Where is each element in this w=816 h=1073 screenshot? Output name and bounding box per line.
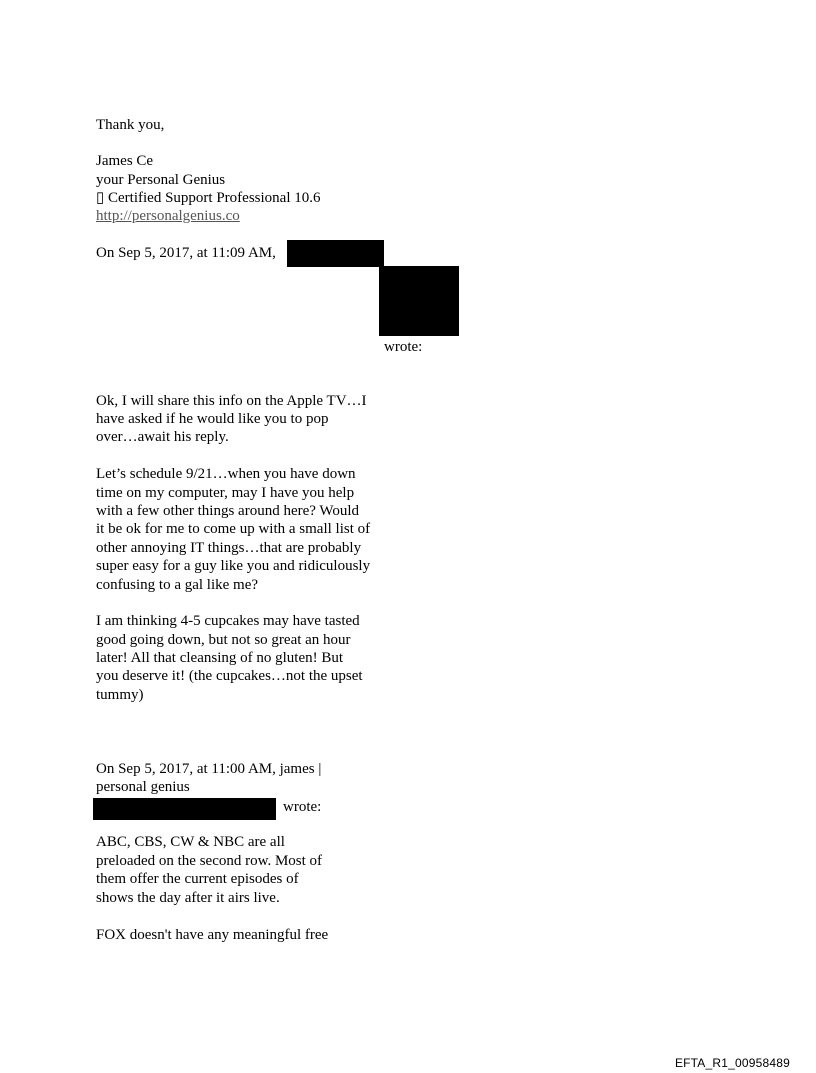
quote1-wrote: wrote: (384, 339, 423, 355)
para4-line: preloaded on the second row. Most of (96, 853, 323, 869)
quote2-header: On Sep 5, 2017, at 11:00 AM, james | (96, 761, 322, 777)
para2-line: with a few other things around here? Would (96, 503, 360, 519)
para2-line: super easy for a guy like you and ridiculously (96, 558, 371, 574)
para1-line: Ok, I will share this info on the Apple TV…I (96, 393, 367, 409)
para3-line: you deserve it! (the cupcakes…not the upset (96, 668, 363, 684)
para2-line: Let’s schedule 9/21…when you have down (96, 466, 356, 482)
quote2-wrote: wrote: (283, 799, 322, 815)
quote2-header: personal genius (96, 779, 190, 795)
para4-line: ABC, CBS, CW & NBC are all (96, 834, 285, 850)
para2-line: it be ok for me to come up with a small list of (96, 521, 371, 537)
signature-link[interactable]: http://personalgenius.co (96, 208, 240, 224)
signature-title: your Personal Genius (96, 172, 226, 188)
signature-certification: ▯ Certified Support Professional 10.6 (96, 190, 321, 206)
redaction-box (287, 240, 384, 267)
bates-number: EFTA_R1_00958489 (674, 1056, 790, 1070)
para5-line: FOX doesn't have any meaningful free (96, 927, 329, 943)
para4-line: them offer the current episodes of (96, 871, 299, 887)
redaction-box (379, 266, 459, 336)
para1-line: over…await his reply. (96, 429, 229, 445)
para2-line: other annoying IT things…that are probably (96, 540, 362, 556)
para4-line: shows the day after it airs live. (96, 890, 280, 906)
redaction-box (93, 798, 276, 820)
para3-line: I am thinking 4-5 cupcakes may have tasted (96, 613, 360, 629)
para3-line: later! All that cleansing of no gluten! But (96, 650, 344, 666)
signoff: Thank you, (96, 117, 165, 133)
para1-line: have asked if he would like you to pop (96, 411, 329, 427)
para3-line: good going down, but not so great an hour (96, 632, 351, 648)
para2-line: confusing to a gal like me? (96, 577, 259, 593)
signature-name: James Ce (96, 153, 154, 169)
para2-line: time on my computer, may I have you help (96, 485, 355, 501)
quote1-header: On Sep 5, 2017, at 11:09 AM, (96, 245, 276, 261)
para3-line: tummy) (96, 687, 144, 703)
